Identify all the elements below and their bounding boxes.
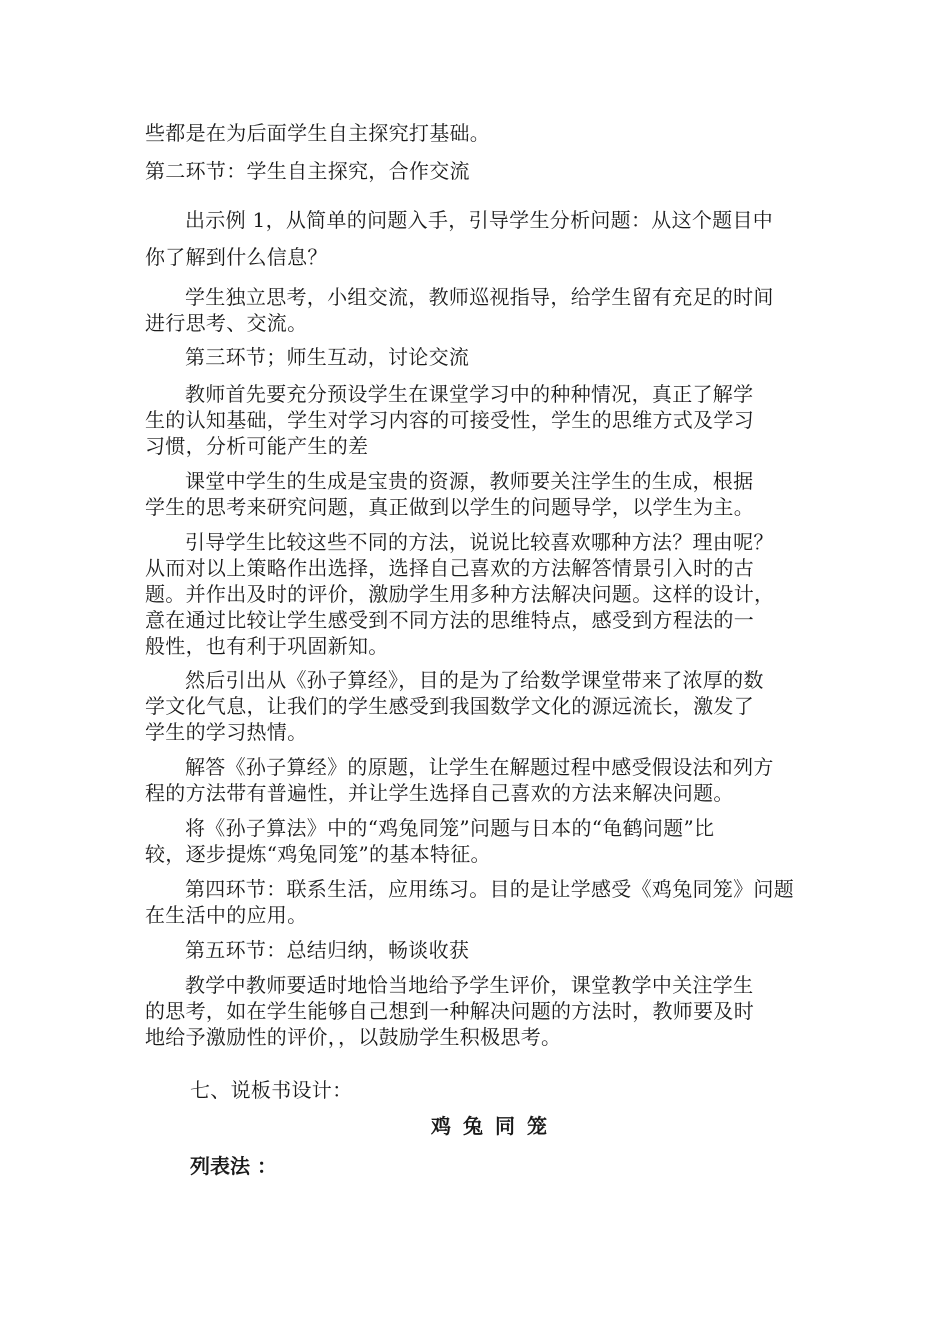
paragraph-line: 学生的学习热情。 <box>145 720 308 744</box>
paragraph-line: 题。并作出及时的评价，激励学生用多种方法解决问题。这样的设计， <box>145 582 775 606</box>
paragraph-line: 进行思考、交流。 <box>145 311 308 335</box>
paragraph-line: 程的方法带有普遍性，并让学生选择自己喜欢的方法来解决问题。 <box>145 781 734 805</box>
paragraph-line: 生的认知基础，学生对学习内容的可接受性，学生的思维方式及学习 <box>145 408 754 432</box>
paragraph-line: 出示例 1，从简单的问题入手，引导学生分析问题：从这个题目中 <box>185 208 774 232</box>
paragraph-line: 较，逐步提炼“鸡兔同笼”的基本特征。 <box>145 842 491 866</box>
paragraph-line: 课堂中学生的生成是宝贵的资源，教师要关注学生的生成，根据 <box>185 469 754 493</box>
board-title: 鸡兔同笼 <box>431 1114 559 1138</box>
paragraph-line: 般性，也有利于巩固新知。 <box>145 634 389 658</box>
paragraph-line: 学生的思考来研究问题，真正做到以学生的问题导学，以学生为主。 <box>145 495 754 519</box>
paragraph-line: 教学中教师要适时地恰当地给予学生评价，课堂教学中关注学生 <box>185 973 754 997</box>
paragraph-line: 然后引出从《孙子算经》，目的是为了给数学课堂带来了浓厚的数 <box>185 668 764 692</box>
paragraph-line: 意在通过比较让学生感受到不同方法的思维特点，感受到方程法的一 <box>145 608 754 632</box>
paragraph-line: 你了解到什么信息？ <box>145 245 328 269</box>
board-label: 列表法 ： <box>190 1154 277 1178</box>
paragraph-line: 教师首先要充分预设学生在课堂学习中的种种情况，真正了解学 <box>185 382 754 406</box>
paragraph-line: 些都是在为后面学生自主探究打基础。 <box>145 121 491 145</box>
paragraph-line: 学文化气息，让我们的学生感受到我国数学文化的源远流长，激发了 <box>145 694 754 718</box>
paragraph-line: 学生独立思考，小组交流，教师巡视指导，给学生留有充足的时间 <box>185 285 774 309</box>
paragraph-line: 在生活中的应用。 <box>145 903 308 927</box>
section-heading: 第二环节：学生自主探究，合作交流 <box>145 159 470 183</box>
section-heading: 第三环节；师生互动，讨论交流 <box>185 345 470 369</box>
paragraph-line: 地给予激励性的评价，，以鼓励学生积极思考。 <box>145 1025 562 1049</box>
section-heading: 第四环节：联系生活，应用练习。目的是让学感受《鸡兔同笼》问题 <box>185 877 794 901</box>
paragraph-line: 的思考，如在学生能够自己想到一种解决问题的方法时，教师要及时 <box>145 999 754 1023</box>
paragraph-line: 将《孙子算法》中的“鸡兔同笼”问题与日本的“龟鹤问题”比 <box>185 816 715 840</box>
section-heading: 七、说板书设计： <box>190 1078 353 1102</box>
paragraph-line: 引导学生比较这些不同的方法，说说比较喜欢哪种方法？理由呢？ <box>185 530 774 554</box>
paragraph-line: 习惯，分析可能产生的差 <box>145 434 369 458</box>
paragraph-line: 解答《孙子算经》的原题，让学生在解题过程中感受假设法和列方 <box>185 755 774 779</box>
section-heading: 第五环节：总结归纳，畅谈收获 <box>185 938 470 962</box>
paragraph-line: 从而对以上策略作出选择，选择自己喜欢的方法解答情景引入时的古 <box>145 556 754 580</box>
